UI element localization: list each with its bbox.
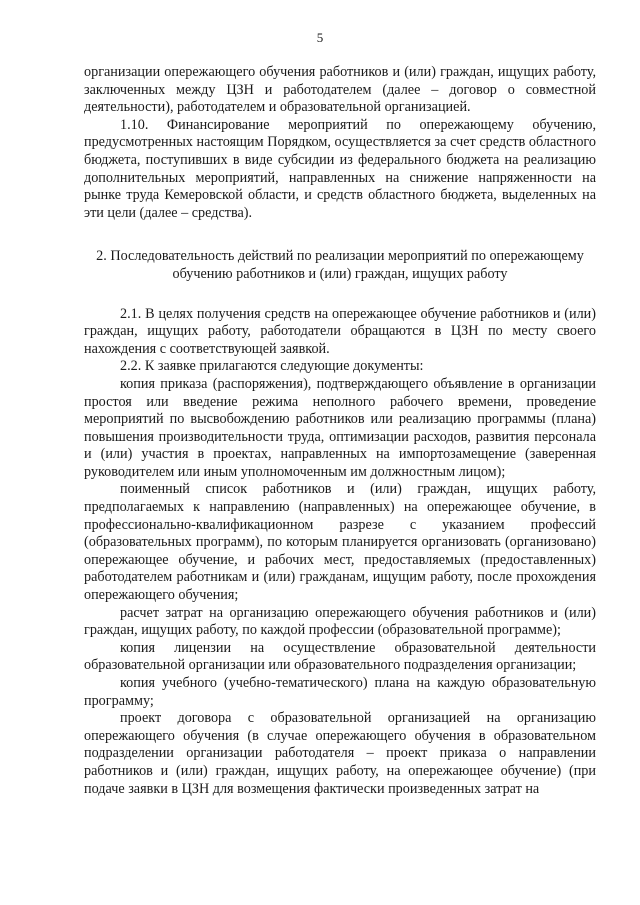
list-item-license-copy: копия лицензии на осуществление образовательной деятельности образовательной организации или образовательного подразделения организации; [84,639,596,674]
page-number: 5 [316,30,324,45]
list-item-worker-list: поименный список работников и (или) граждан, ищущих работу, предполагаемых к направлению (направленных) на опережающее обучение, в профессионально-квалификационном разрезе с указанием профессий (образовательных программ), по которым планируется организовать (организовано) опережающее обучение, и рабочих мест, предоставляемых (предоставленных) работодателем работникам и (или) гражданам, ищущим работу, после прохождения опережающего обучения; [84,481,596,604]
paragraph-1-10: 1.10. Финансирование мероприятий по опережающему обучению, предусмотренных настоящим Порядком, осуществляется за счет средств областного бюджета, поступивших в виде субсидии из федерального бюджета на реализацию дополнительных мероприятий, направленных на снижение напряженности на рынке труда Кемеровской области, и средств областного бюджета, выделенных на эти цели (далее – средства). [84,116,596,221]
list-item-curriculum-copy: копия учебного (учебно-тематического) плана на каждую образовательную программу; [84,675,596,709]
list-item-cost-calculation: расчет затрат на организацию опережающего обучения работников и (или) граждан, ищущих работу, по каждой профессии (образовательной программе); [84,604,596,639]
list-item-order-copy: копия приказа (распоряжения), подтверждающего объявление в организации простоя или введение режима неполного рабочего времени, проведение мероприятий по высвобождению работников или реализацию программы (плана) повышения производительности труда, оптимизации расходов, развития персонала и (или) участия в проектах, направленных на импортозамещение (заверенная руководителем или иным уполномоченным им должностным лицом); [84,375,596,480]
paragraph-2-1: 2.1. В целях получения средств на опережающее обучение работников и (или) граждан, ищущих работу, работодатели обращаются в ЦЗН по месту своего нахождения с соответствующей заявкой. [84,305,596,357]
paragraph-continuation: организации опережающего обучения работников и (или) граждан, ищущих работу, заключенных между ЦЗН и работодателем (далее – договор о совместной деятельности), работодателем и образовательной организацией. [84,64,596,116]
paragraph-2-2: 2.2. К заявке прилагаются следующие документы: [120,358,424,375]
list-item-contract-draft: проект договора с образовательной организацией на организацию опережающего обучения (в случае опережающего обучения в образовательном подразделении организации работодателя – проект приказа о направлении работников и (или) граждан, ищущих работу, на опережающее обучение) (при подаче заявки в ЦЗН для возмещения фактически произведенных затрат на [84,710,596,797]
document-body [84,64,596,798]
section-title: 2. Последовательность действий по реализации мероприятий по опережающему обучению работников и (или) граждан, ищущих работу [96,248,584,282]
